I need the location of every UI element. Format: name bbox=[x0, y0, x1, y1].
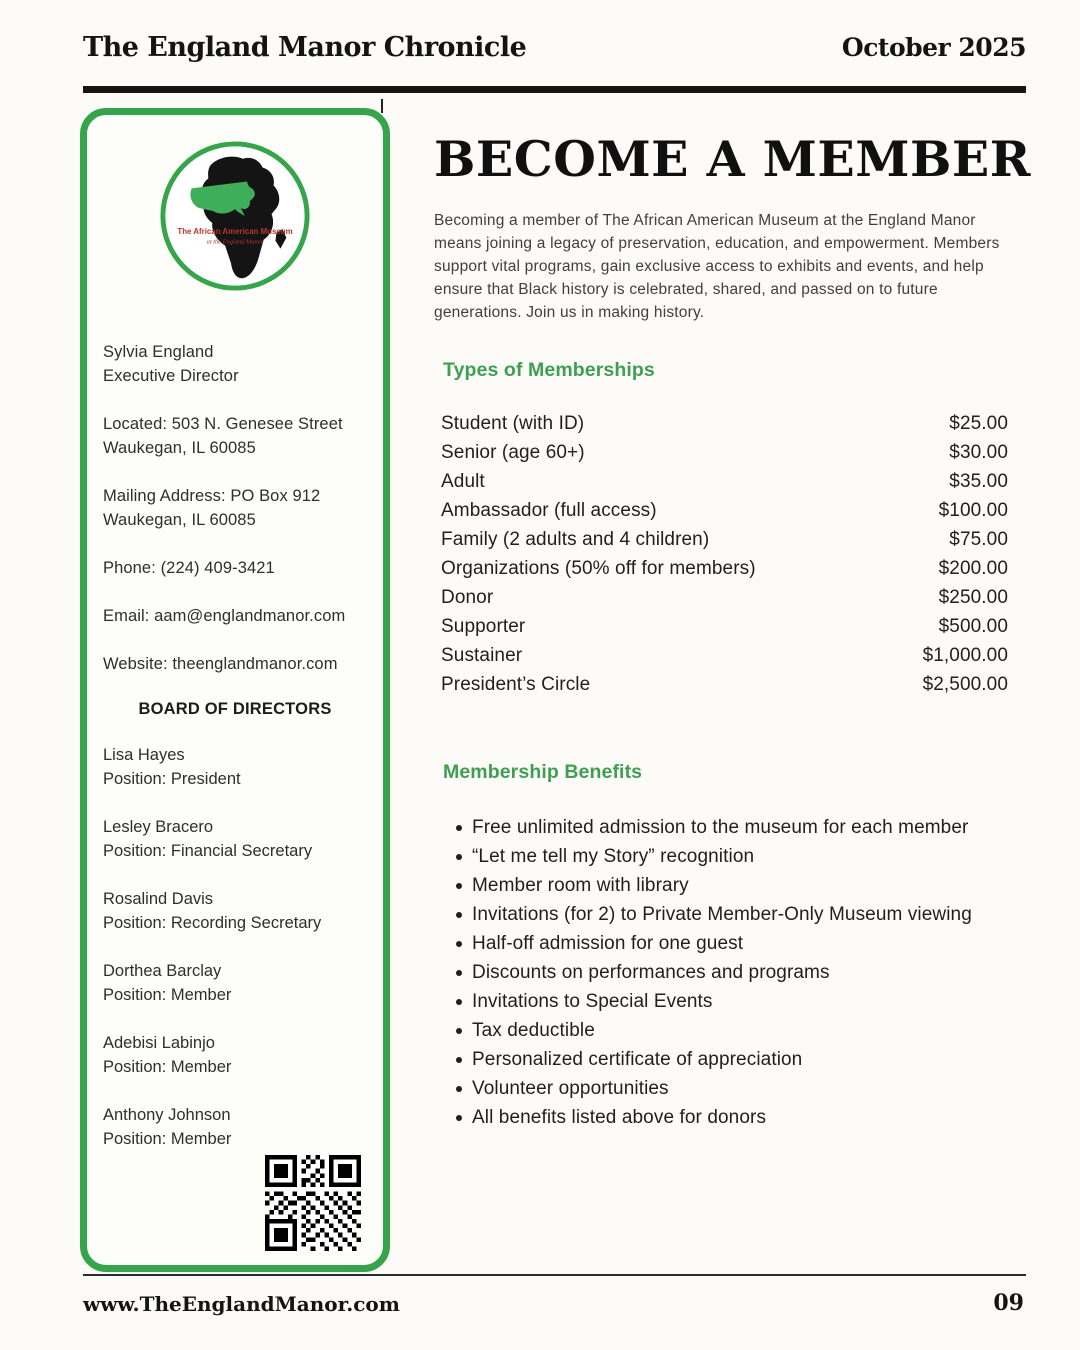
board-member-name: Dorthea Barclay bbox=[103, 962, 222, 980]
contact-phone bbox=[103, 556, 367, 580]
email-line: Email: aam@englandmanor.com bbox=[103, 607, 346, 625]
benefits-heading: Membership Benefits bbox=[443, 761, 643, 783]
location-line-2: Waukegan, IL 60085 bbox=[103, 439, 256, 457]
membership-price: $500.00 bbox=[938, 616, 1008, 637]
board-member-name: Lesley Bracero bbox=[103, 818, 214, 836]
board-member bbox=[103, 815, 367, 863]
museum-logo-icon bbox=[156, 137, 314, 295]
membership-label: Donor bbox=[441, 587, 494, 608]
membership-label: Student (with ID) bbox=[441, 413, 585, 434]
membership-row bbox=[434, 438, 1008, 467]
membership-label: Ambassador (full access) bbox=[441, 500, 657, 521]
benefit-item: Discounts on performances and programs bbox=[434, 958, 994, 987]
board-member-position: Position: Member bbox=[103, 986, 232, 1004]
director-title: Executive Director bbox=[103, 367, 239, 385]
membership-label: Organizations (50% off for members) bbox=[441, 558, 756, 579]
contact-director bbox=[103, 340, 367, 388]
director-name: Sylvia England bbox=[103, 343, 214, 361]
board-member-position: Position: Member bbox=[103, 1130, 232, 1148]
membership-price: $2,500.00 bbox=[922, 674, 1008, 695]
footer-divider bbox=[83, 1274, 1026, 1276]
footer-website: www.TheEnglandManor.com bbox=[83, 1292, 400, 1316]
membership-row bbox=[434, 409, 1008, 438]
board-member bbox=[103, 887, 367, 935]
benefit-item: Invitations (for 2) to Private Member-Only Museum viewing bbox=[434, 900, 994, 929]
memberships-heading: Types of Memberships bbox=[443, 359, 655, 381]
contact-email bbox=[103, 604, 367, 628]
sidebar-panel bbox=[80, 108, 390, 1272]
membership-price: $25.00 bbox=[949, 413, 1008, 434]
membership-row bbox=[434, 583, 1008, 612]
board-member-name: Lisa Hayes bbox=[103, 746, 185, 764]
masthead-title: The England Manor Chronicle bbox=[83, 32, 527, 63]
board-member-name: Anthony Johnson bbox=[103, 1106, 231, 1124]
membership-price: $200.00 bbox=[938, 558, 1008, 579]
board-member-name: Adebisi Labinjo bbox=[103, 1034, 215, 1052]
page-title: BECOME A MEMBER bbox=[434, 130, 1031, 188]
benefits-list bbox=[434, 813, 994, 1132]
membership-row bbox=[434, 496, 1008, 525]
board-member-position: Position: Recording Secretary bbox=[103, 914, 322, 932]
benefit-item: Personalized certificate of appreciation bbox=[434, 1045, 994, 1074]
benefit-item: Tax deductible bbox=[434, 1016, 994, 1045]
benefit-item: All benefits listed above for donors bbox=[434, 1103, 994, 1132]
membership-label: Family (2 adults and 4 children) bbox=[441, 529, 710, 550]
board-member-position: Position: Financial Secretary bbox=[103, 842, 313, 860]
board-member bbox=[103, 1103, 367, 1151]
board-member-position: Position: President bbox=[103, 770, 241, 788]
board-member-position: Position: Member bbox=[103, 1058, 232, 1076]
museum-logo bbox=[103, 137, 367, 300]
footer-page-number: 09 bbox=[993, 1290, 1024, 1316]
membership-label: Adult bbox=[441, 471, 485, 492]
issue-date: October 2025 bbox=[841, 33, 1026, 62]
membership-row bbox=[434, 670, 1008, 699]
svg-text:at the England Manor: at the England Manor bbox=[206, 238, 264, 246]
contact-website bbox=[103, 652, 367, 676]
main-content bbox=[434, 130, 1031, 1132]
board-member bbox=[103, 743, 367, 791]
contact-mailing bbox=[103, 484, 367, 532]
decorative-tick bbox=[381, 99, 383, 113]
membership-price: $30.00 bbox=[949, 442, 1008, 463]
header-divider bbox=[83, 86, 1026, 93]
benefit-item: “Let me tell my Story” recognition bbox=[434, 842, 994, 871]
board-member-name: Rosalind Davis bbox=[103, 890, 214, 908]
board-member bbox=[103, 1031, 367, 1079]
membership-label: Senior (age 60+) bbox=[441, 442, 585, 463]
membership-price: $35.00 bbox=[949, 471, 1008, 492]
benefit-item: Free unlimited admission to the museum for each member bbox=[434, 813, 994, 842]
membership-price: $100.00 bbox=[938, 500, 1008, 521]
membership-price: $1,000.00 bbox=[922, 645, 1008, 666]
svg-text:The African American Museum: The African American Museum bbox=[177, 226, 293, 236]
benefit-item: Half-off admission for one guest bbox=[434, 929, 994, 958]
qr-code-icon bbox=[265, 1155, 361, 1251]
membership-row bbox=[434, 467, 1008, 496]
phone-line: Phone: (224) 409-3421 bbox=[103, 559, 275, 577]
board-member bbox=[103, 959, 367, 1007]
membership-label: Supporter bbox=[441, 616, 526, 637]
membership-price: $250.00 bbox=[938, 587, 1008, 608]
membership-price: $75.00 bbox=[949, 529, 1008, 550]
membership-label: Sustainer bbox=[441, 645, 523, 666]
membership-row bbox=[434, 554, 1008, 583]
membership-row bbox=[434, 641, 1008, 670]
membership-row bbox=[434, 525, 1008, 554]
header bbox=[83, 32, 1026, 63]
benefit-item: Member room with library bbox=[434, 871, 994, 900]
mailing-line-2: Waukegan, IL 60085 bbox=[103, 511, 256, 529]
website-line: Website: theenglandmanor.com bbox=[103, 655, 338, 673]
benefit-item: Invitations to Special Events bbox=[434, 987, 994, 1016]
location-line-1: Located: 503 N. Genesee Street bbox=[103, 415, 343, 433]
membership-price-table bbox=[434, 409, 1008, 699]
membership-row bbox=[434, 612, 1008, 641]
contact-info bbox=[103, 340, 367, 676]
mailing-line-1: Mailing Address: PO Box 912 bbox=[103, 487, 321, 505]
benefit-item: Volunteer opportunities bbox=[434, 1074, 994, 1103]
contact-location bbox=[103, 412, 367, 460]
intro-paragraph: Becoming a member of The African American Museum at the England Manor means joining a legacy of preservation, education, and empowerment. Members support vital programs, gain exclusive access to exhibits and events, and help ensure that Black history is celebrated, shared, and passed on to future generations. Join us in making history. bbox=[434, 212, 1000, 321]
membership-label: President’s Circle bbox=[441, 674, 591, 695]
board-of-directors-list bbox=[103, 743, 367, 1151]
board-of-directors-heading: BOARD OF DIRECTORS bbox=[138, 700, 332, 718]
